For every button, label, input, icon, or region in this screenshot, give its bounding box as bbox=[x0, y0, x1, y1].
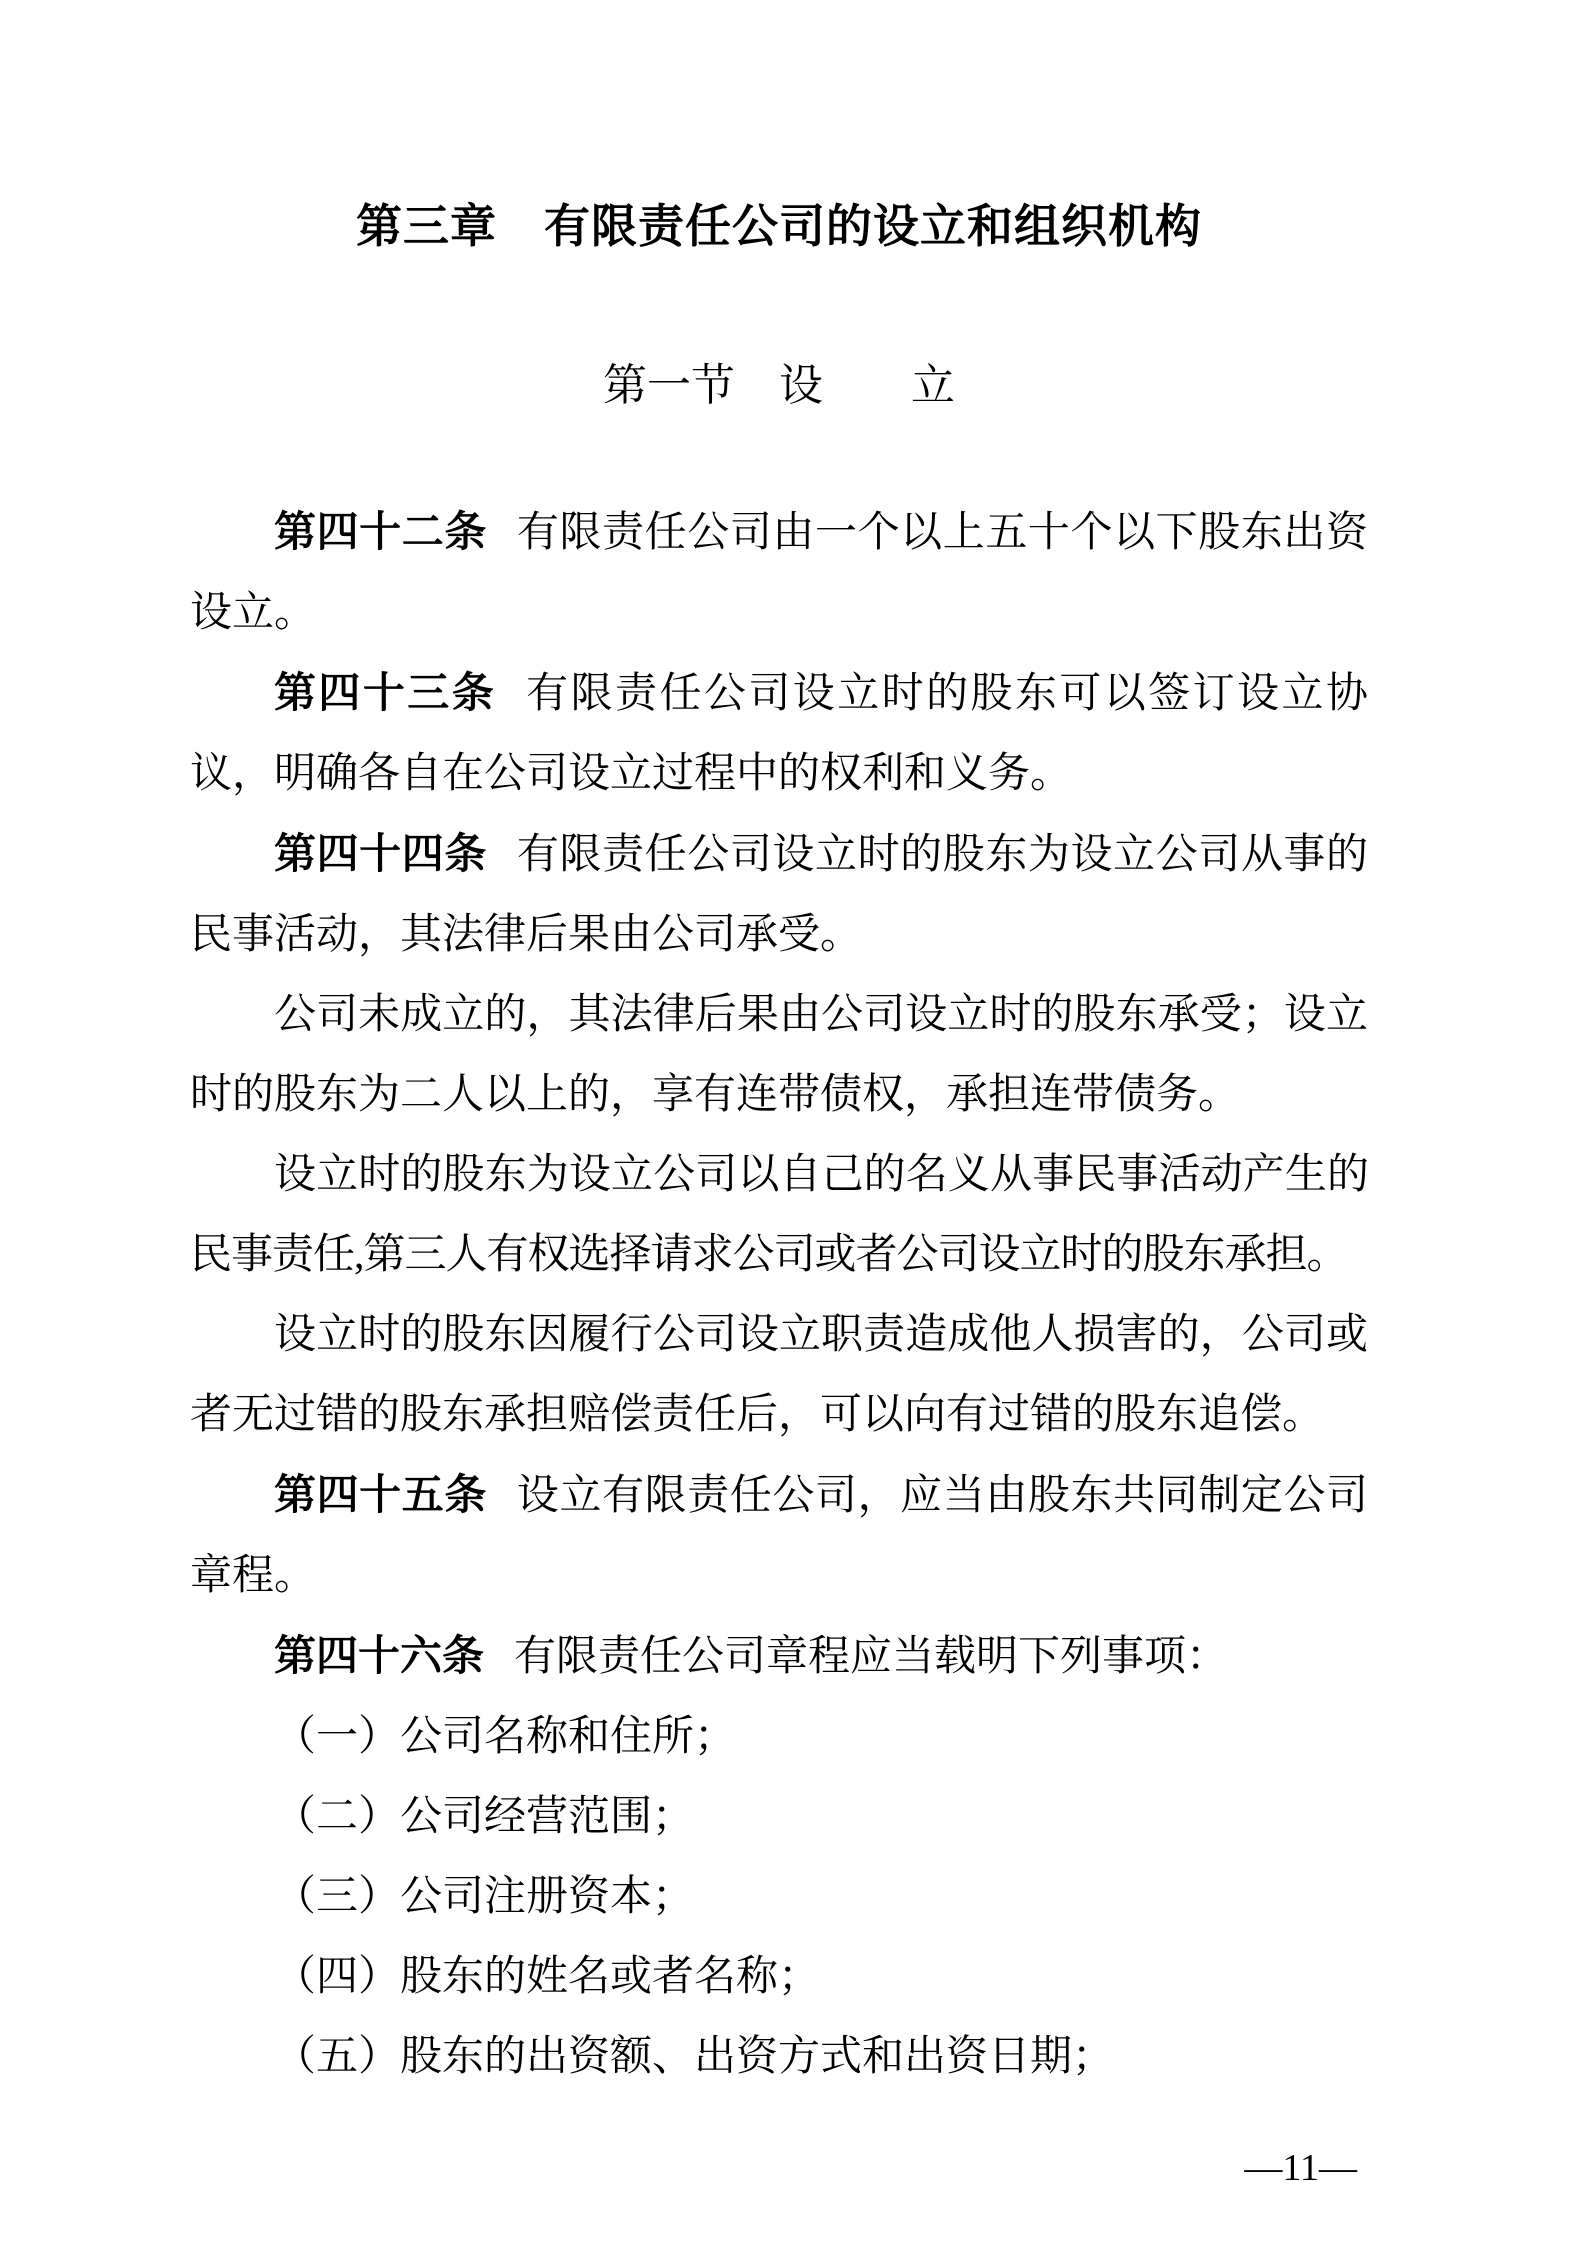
chapter-title: 第三章 有限责任公司的设立和组织机构 bbox=[356, 200, 1202, 252]
article-text: 有限责任公司章程应当载明下列事项： bbox=[514, 1634, 1229, 1680]
list-item: （二）公司经营范围； bbox=[274, 1794, 695, 1840]
article-paragraph bbox=[190, 814, 1368, 975]
article-number: 第四十二条 bbox=[274, 508, 487, 555]
article-paragraph bbox=[190, 492, 1368, 653]
paragraph: 设立时的股东因履行公司设立职责造成他人损害的，公司或者无过错的股东承担赔偿责任后，可以向有过错的股东追偿。 bbox=[190, 1312, 1368, 1438]
article-number: 第四十三条 bbox=[274, 669, 497, 716]
article-text: 设立有限责任公司，应当由股东共同制定公司章程。 bbox=[190, 1473, 1368, 1599]
article-number: 第四十五条 bbox=[274, 1471, 487, 1518]
article-text: 有限责任公司由一个以上五十个以下股东出资设立。 bbox=[190, 510, 1368, 636]
article-paragraph bbox=[190, 1616, 1368, 1697]
article-paragraph bbox=[190, 653, 1368, 814]
article-number: 第四十四条 bbox=[274, 830, 487, 877]
article-number: 第四十六条 bbox=[274, 1632, 485, 1679]
article-paragraph bbox=[190, 1455, 1368, 1616]
list-item: （五）股东的出资额、出资方式和出资日期； bbox=[274, 2034, 1115, 2080]
document-body bbox=[190, 492, 1368, 2097]
list-item: （三）公司注册资本； bbox=[274, 1874, 695, 1920]
list-item: （四）股东的姓名或者名称； bbox=[274, 1954, 821, 2000]
article-text: 有限责任公司设立时的股东可以签订设立协议，明确各自在公司设立过程中的权利和义务。 bbox=[190, 671, 1368, 797]
list-item: （一）公司名称和住所； bbox=[274, 1714, 737, 1760]
paragraph: 公司未成立的，其法律后果由公司设立时的股东承受；设立时的股东为二人以上的，享有连带债权，承担连带债务。 bbox=[190, 992, 1368, 1118]
article-text: 有限责任公司设立时的股东为设立公司从事的民事活动，其法律后果由公司承受。 bbox=[190, 832, 1368, 958]
section-title: 第一节 设 立 bbox=[603, 361, 955, 410]
page-number: —11— bbox=[1244, 2147, 1357, 2189]
paragraph: 设立时的股东为设立公司以自己的名义从事民事活动产生的民事责任,第三人有权选择请求公司或者公司设立时的股东承担。 bbox=[190, 1152, 1368, 1278]
